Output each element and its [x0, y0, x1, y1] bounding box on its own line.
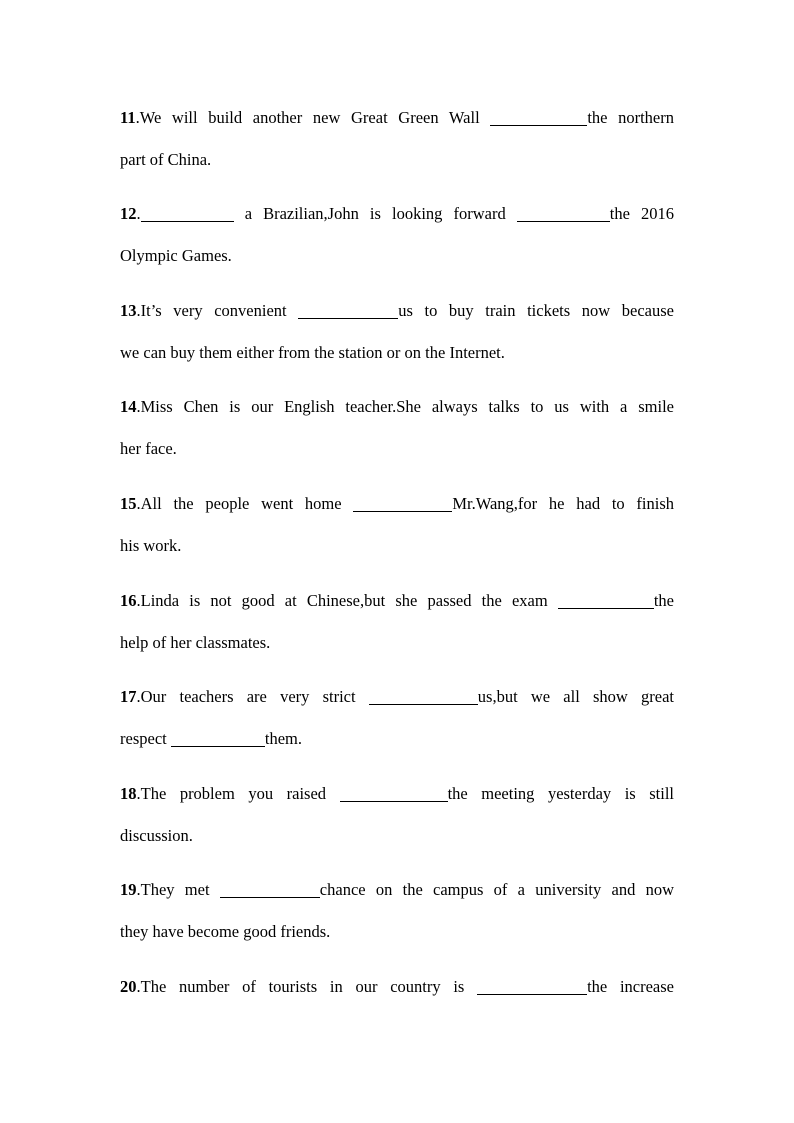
question-20 — [120, 966, 674, 1008]
question-number: 20 — [120, 977, 137, 996]
answer-blank[interactable] — [298, 302, 398, 319]
question-14 — [120, 386, 674, 470]
question-line: Olympic Games. — [120, 246, 232, 265]
question-number: 16 — [120, 591, 137, 610]
question-number: 13 — [120, 301, 137, 320]
question-number: 14 — [120, 397, 137, 416]
question-number: 12 — [120, 204, 137, 223]
question-number: 18 — [120, 784, 137, 803]
answer-blank[interactable] — [369, 688, 478, 705]
answer-blank[interactable] — [477, 978, 587, 995]
question-18 — [120, 773, 674, 857]
question-16 — [120, 580, 674, 664]
question-line: they have become good friends. — [120, 922, 331, 941]
question-number: 19 — [120, 880, 137, 899]
question-line: part of China. — [120, 150, 212, 169]
answer-blank[interactable] — [171, 730, 265, 747]
question-line: help of her classmates. — [120, 633, 271, 652]
question-number: 17 — [120, 687, 137, 706]
answer-blank[interactable] — [141, 205, 234, 222]
question-11 — [120, 97, 674, 181]
question-line: 12. a Brazilian,John is looking forward the 2016 — [120, 204, 674, 223]
question-line: we can buy them either from the station or on the Internet. — [120, 343, 505, 362]
question-line: discussion. — [120, 826, 193, 845]
question-line: 15.All the people went home Mr.Wang,for he had to finish — [120, 494, 674, 513]
answer-blank[interactable] — [220, 881, 320, 898]
question-line: 14.Miss Chen is our English teacher.She always talks to us with a smile — [120, 397, 674, 416]
question-15 — [120, 483, 674, 567]
question-line: respect them. — [120, 729, 302, 748]
answer-blank[interactable] — [490, 109, 587, 126]
question-12 — [120, 193, 674, 277]
answer-blank[interactable] — [353, 495, 452, 512]
answer-blank[interactable] — [340, 785, 448, 802]
answer-blank[interactable] — [517, 205, 610, 222]
question-13 — [120, 290, 674, 374]
question-line: 19.They met chance on the campus of a university and now — [120, 880, 675, 899]
question-number: 11 — [120, 108, 136, 127]
question-number: 15 — [120, 494, 137, 513]
question-line: 11.We will build another new Great Green Wall the northern — [120, 108, 674, 127]
question-line: 20.The number of tourists in our country is the increase — [120, 977, 674, 996]
question-17 — [120, 676, 674, 760]
question-line: 18.The problem you raised the meeting yesterday is still — [120, 784, 674, 803]
question-line: 13.It’s very convenient us to buy train tickets now because — [120, 301, 674, 320]
question-line: 17.Our teachers are very strict us,but we all show great — [120, 687, 674, 706]
question-line: his work. — [120, 536, 182, 555]
question-19 — [120, 869, 674, 953]
question-line: her face. — [120, 439, 177, 458]
question-line: 16.Linda is not good at Chinese,but she passed the exam the — [120, 591, 674, 610]
answer-blank[interactable] — [558, 592, 654, 609]
